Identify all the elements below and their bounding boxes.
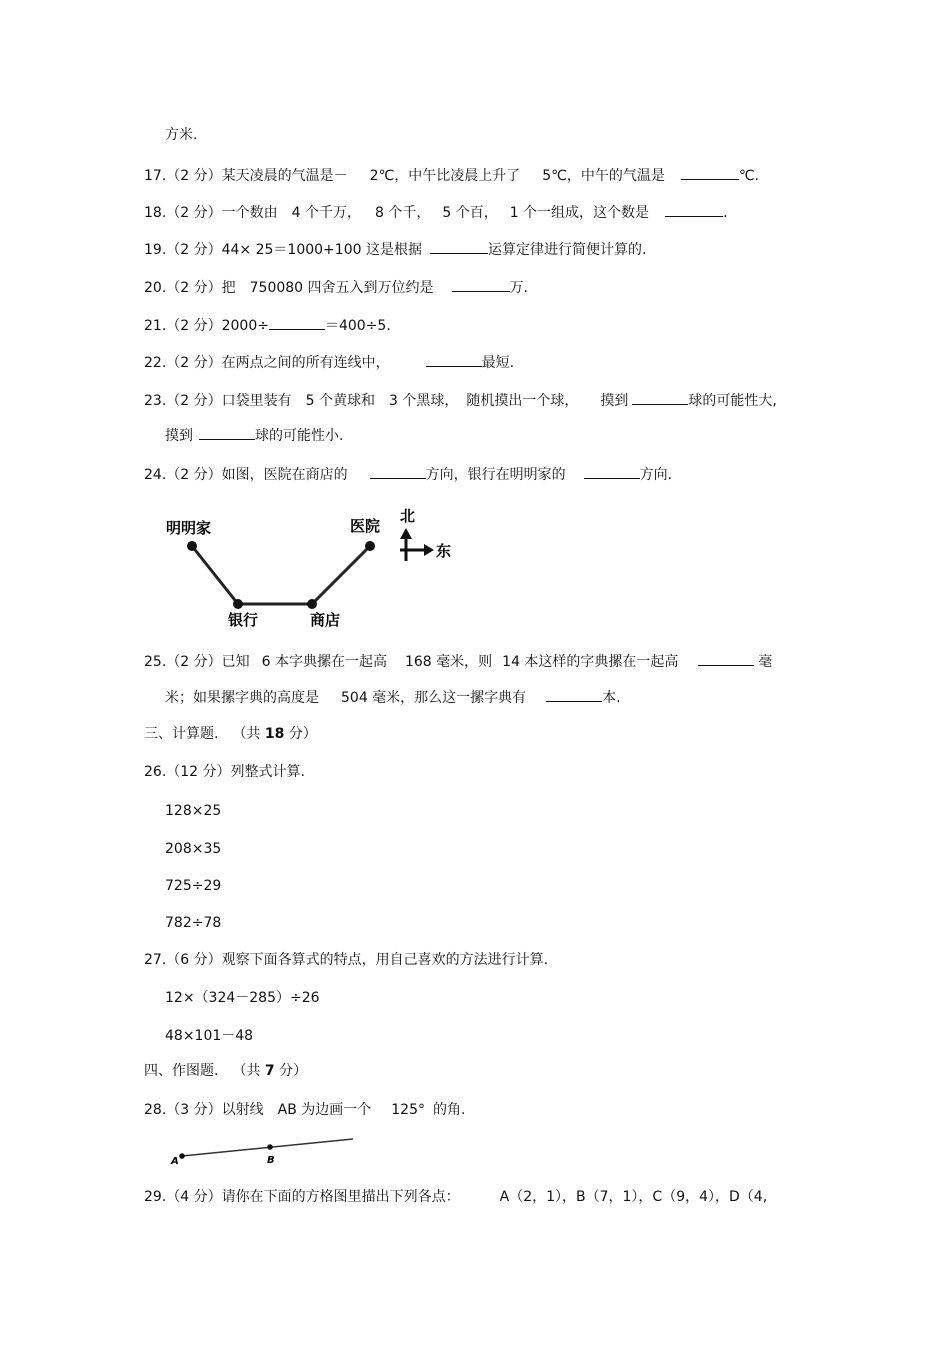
q18-text-d: 5 个百， (442, 205, 498, 221)
q28-text-a: 28.（3 分）以射线 (144, 1102, 264, 1118)
q18-text-c: 8 个千， (374, 205, 431, 221)
q17-text-c: 5℃，中午的气温是 (542, 168, 665, 184)
north-label: 北 (400, 507, 416, 525)
q23-answer-blank-1[interactable] (632, 390, 688, 405)
q19-text-b: 运算定律进行简便计算的. (487, 242, 647, 258)
home-label: 明明家 (166, 519, 212, 537)
q25-text-c: 168 毫米，则 (404, 654, 493, 670)
q25-answer-blank-2[interactable] (546, 687, 602, 702)
question-25 (144, 651, 772, 672)
q23-text-a: 23.（2 分）口袋里装有 (144, 393, 292, 409)
compass-icon (400, 528, 434, 561)
sec3-title: 三、计算题. (144, 726, 219, 742)
shop-label: 商店 (310, 611, 341, 629)
q22-text-b: 最短. (481, 355, 515, 371)
q25-text-f: 米；如果摞字典的高度是 (165, 690, 319, 706)
home-point (187, 541, 197, 551)
q24-answer-blank-2[interactable] (584, 464, 640, 479)
q21-answer-blank[interactable] (269, 315, 325, 330)
q23-text-e: 摸到 (600, 393, 629, 409)
q26-item-2: 208×35 (165, 841, 222, 857)
question-24 (144, 464, 672, 485)
shop-point (307, 599, 317, 609)
question-22 (144, 352, 514, 373)
q18-text-a: 18.（2 分）一个数由 (144, 205, 278, 221)
q29-text-b: A（2，1），B（7，1），C（9，4），D（4, (499, 1189, 768, 1205)
q24-answer-blank-1[interactable] (370, 464, 426, 479)
q28-text-c: 125° (391, 1102, 425, 1118)
point-b (267, 1144, 273, 1150)
question-23 (144, 390, 777, 411)
q24-text-c: 方向. (639, 467, 673, 483)
point-a-label: A (171, 1156, 179, 1167)
question-20 (144, 277, 528, 298)
point-b-label: B (267, 1155, 275, 1166)
q23-text-c: 3 个黑球， (388, 393, 459, 409)
q25-text-g: 504 毫米，那么这一摞字典有 (341, 690, 527, 706)
q20-text-c: 万. (509, 280, 528, 296)
section-4-heading (144, 1061, 307, 1081)
q28-text-b: AB 为边画一个 (277, 1102, 372, 1118)
q23-text-f: 球的可能性大, (688, 393, 777, 409)
east-label: 东 (436, 542, 452, 560)
sec4-total-close: 分） (279, 1063, 308, 1079)
sec4-total-number: 7 (264, 1063, 275, 1079)
question-18 (144, 202, 728, 223)
q20-text-b: 750080 四舍五入到万位约是 (249, 280, 434, 296)
question-25-line2 (165, 687, 621, 708)
question-19 (144, 239, 646, 260)
q18-text-e: 1 个一组成，这个数是 (509, 205, 650, 221)
q24-text-b: 方向，银行在明明家的 (425, 467, 566, 483)
q17-answer-blank[interactable] (681, 165, 739, 180)
q23-text-h: 球的可能性小. (255, 428, 344, 444)
q16-tail: 方米. (165, 127, 198, 143)
question-23-line2 (165, 425, 343, 446)
question-26-title: 26.（12 分）列整式计算. (144, 764, 305, 780)
section-3-heading (144, 724, 317, 744)
q29-text-a: 29.（4 分）请你在下面的方格图里描出下列各点： (144, 1189, 460, 1205)
q19-answer-blank[interactable] (430, 239, 488, 254)
q28-text-d: 的角. (433, 1102, 466, 1118)
sec4-total-open: （共 (232, 1063, 261, 1079)
sec3-total-close: 分） (288, 726, 317, 742)
q17-unit: ℃. (738, 168, 760, 184)
q21-text-a: 21.（2 分）2000÷ (144, 318, 269, 334)
q18-text-b: 4 个千万， (291, 205, 361, 221)
q17-text-b: 2℃，中午比凌晨上升了 (369, 168, 521, 184)
q25-text-h: 本. (602, 690, 621, 706)
route-line (192, 546, 370, 604)
question-17 (144, 165, 759, 186)
hospital-point (365, 541, 375, 551)
q24-text-a: 24.（2 分）如图，医院在商店的 (144, 467, 348, 483)
sec3-total-open: （共 (232, 726, 261, 742)
bank-label: 银行 (228, 611, 259, 629)
bank-point (233, 599, 243, 609)
q27-item-1: 12×（324－285）÷26 (165, 990, 320, 1006)
q20-text-a: 20.（2 分）把 (144, 280, 236, 296)
q26-item-4: 782÷78 (165, 915, 222, 931)
q25-text-a: 25.（2 分）已知 (144, 654, 250, 670)
ray-ab-diagram (165, 1130, 365, 1170)
q26-item-3: 725÷29 (165, 878, 222, 894)
q25-text-e: 毫 (758, 654, 773, 670)
q27-item-2: 48×101－48 (165, 1028, 254, 1044)
q23-text-b: 5 个黄球和 (305, 393, 375, 409)
q22-text-a: 22.（2 分）在两点之间的所有连线中， (144, 355, 390, 371)
q25-text-d: 14 本这样的字典摞在一起高 (502, 654, 679, 670)
point-a (179, 1153, 185, 1159)
q17-text-a: 17.（2 分）某天凌晨的气温是－ (144, 168, 348, 184)
q23-text-d: 随机摸出一个球， (466, 393, 579, 409)
sec4-title: 四、作图题. (144, 1063, 219, 1079)
q18-answer-blank[interactable] (665, 202, 723, 217)
hospital-label: 医院 (350, 517, 381, 535)
q25-text-b: 6 本字典摞在一起高 (261, 654, 387, 670)
location-map-diagram (160, 495, 460, 635)
sec3-total-number: 18 (264, 726, 285, 742)
question-21 (144, 315, 391, 336)
q20-answer-blank[interactable] (452, 277, 510, 292)
q23-text-g: 摸到 (165, 428, 193, 444)
question-28 (144, 1100, 465, 1120)
q18-end: . (723, 205, 728, 221)
q22-answer-blank[interactable] (426, 352, 482, 367)
q21-text-b: ＝400÷5. (324, 318, 391, 334)
q19-text-a: 19.（2 分）44× 25＝1000+100 这是根据 (144, 242, 422, 258)
q23-answer-blank-2[interactable] (199, 425, 255, 440)
q26-item-1: 128×25 (165, 803, 222, 819)
question-29 (144, 1187, 767, 1207)
question-27-title: 27.（6 分）观察下面各算式的特点，用自己喜欢的方法进行计算. (144, 952, 549, 968)
q25-answer-blank-1[interactable] (698, 651, 754, 666)
